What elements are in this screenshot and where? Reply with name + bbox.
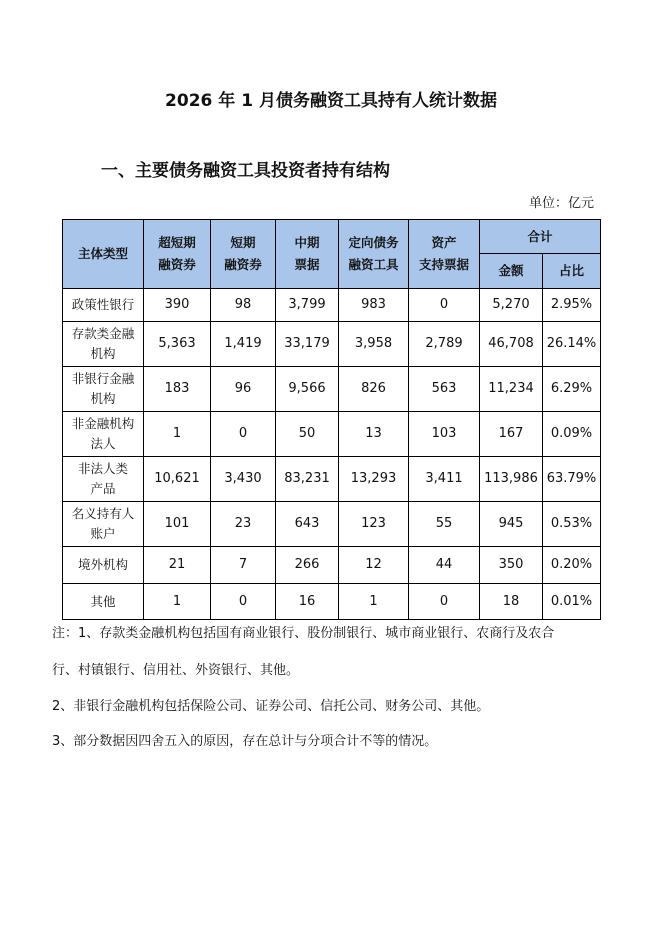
cell-cp: 1,419 [211,322,276,367]
cell-scp: 21 [144,547,211,584]
header-share: 占比 [543,254,601,289]
cell-scp: 10,621 [144,457,211,502]
note-1-line-1: 注：1、存款类金融机构包括国有商业银行、股份制银行、城市商业银行、农商行及农合 [52,626,555,641]
cell-ppn: 13 [339,412,409,457]
table-row [63,367,601,412]
cell-cp: 3,430 [211,457,276,502]
section-heading: 一、主要债务融资工具投资者持有结构 [101,161,390,181]
cell-ppn: 826 [339,367,409,412]
row-subject-name: 名义持有人 账户 [63,502,144,547]
cell-abn: 0 [409,289,480,322]
cell-scp: 5,363 [144,322,211,367]
cell-scp: 183 [144,367,211,412]
cell-share: 0.20% [543,547,601,584]
cell-scp: 1 [144,412,211,457]
cell-ppn: 3,958 [339,322,409,367]
note-1-line-2: 行、村镇银行、信用社、外资银行、其他。 [52,663,300,678]
cell-amount: 167 [480,412,543,457]
header-private-placement: 定向债务 融资工具 [339,220,409,289]
cell-abn: 3,411 [409,457,480,502]
table-row [63,502,601,547]
row-subject-name: 其他 [63,584,144,620]
row-subject-name: 非法人类 产品 [63,457,144,502]
cell-cp: 96 [211,367,276,412]
header-short-term: 短期 融资券 [211,220,276,289]
document-title: 2026 年 1 月债务融资工具持有人统计数据 [165,91,497,111]
header-asset-backed: 资产 支持票据 [409,220,480,289]
cell-mtn: 9,566 [276,367,339,412]
cell-ppn: 13,293 [339,457,409,502]
cell-ppn: 983 [339,289,409,322]
cell-amount: 113,986 [480,457,543,502]
cell-amount: 5,270 [480,289,543,322]
cell-mtn: 643 [276,502,339,547]
cell-mtn: 3,799 [276,289,339,322]
table-row [63,322,601,367]
unit-label: 单位：亿元 [528,196,594,211]
cell-amount: 350 [480,547,543,584]
row-subject-name: 境外机构 [63,547,144,584]
cell-abn: 0 [409,584,480,620]
cell-ppn: 123 [339,502,409,547]
holdings-table [62,219,601,620]
cell-share: 63.79% [543,457,601,502]
cell-cp: 0 [211,412,276,457]
cell-amount: 18 [480,584,543,620]
table-body [63,289,601,620]
header-subject-type: 主体类型 [63,220,144,289]
header-total: 合计 [480,220,601,254]
cell-mtn: 83,231 [276,457,339,502]
row-subject-name: 非金融机构 法人 [63,412,144,457]
row-subject-name: 存款类金融 机构 [63,322,144,367]
table-row [63,457,601,502]
cell-amount: 945 [480,502,543,547]
cell-mtn: 266 [276,547,339,584]
note-2: 2、非银行金融机构包括保险公司、证券公司、信托公司、财务公司、其他。 [52,699,490,714]
cell-abn: 44 [409,547,480,584]
cell-ppn: 12 [339,547,409,584]
cell-share: 26.14% [543,322,601,367]
table-row [63,289,601,322]
cell-abn: 55 [409,502,480,547]
cell-scp: 390 [144,289,211,322]
cell-amount: 46,708 [480,322,543,367]
cell-mtn: 50 [276,412,339,457]
header-amount: 金额 [480,254,543,289]
cell-scp: 101 [144,502,211,547]
note-3: 3、部分数据因四舍五入的原因，存在总计与分项合计不等的情况。 [52,734,438,749]
cell-abn: 2,789 [409,322,480,367]
row-subject-name: 非银行金融 机构 [63,367,144,412]
cell-share: 0.53% [543,502,601,547]
table-row [63,584,601,620]
cell-cp: 0 [211,584,276,620]
cell-cp: 98 [211,289,276,322]
cell-mtn: 33,179 [276,322,339,367]
cell-share: 0.01% [543,584,601,620]
cell-share: 6.29% [543,367,601,412]
cell-mtn: 16 [276,584,339,620]
cell-cp: 23 [211,502,276,547]
cell-share: 2.95% [543,289,601,322]
cell-abn: 563 [409,367,480,412]
cell-scp: 1 [144,584,211,620]
row-subject-name: 政策性银行 [63,289,144,322]
cell-cp: 7 [211,547,276,584]
cell-amount: 11,234 [480,367,543,412]
cell-share: 0.09% [543,412,601,457]
cell-ppn: 1 [339,584,409,620]
header-medium-term-notes: 中期 票据 [276,220,339,289]
cell-abn: 103 [409,412,480,457]
table-row [63,412,601,457]
header-super-short-term: 超短期 融资券 [144,220,211,289]
table-row [63,547,601,584]
